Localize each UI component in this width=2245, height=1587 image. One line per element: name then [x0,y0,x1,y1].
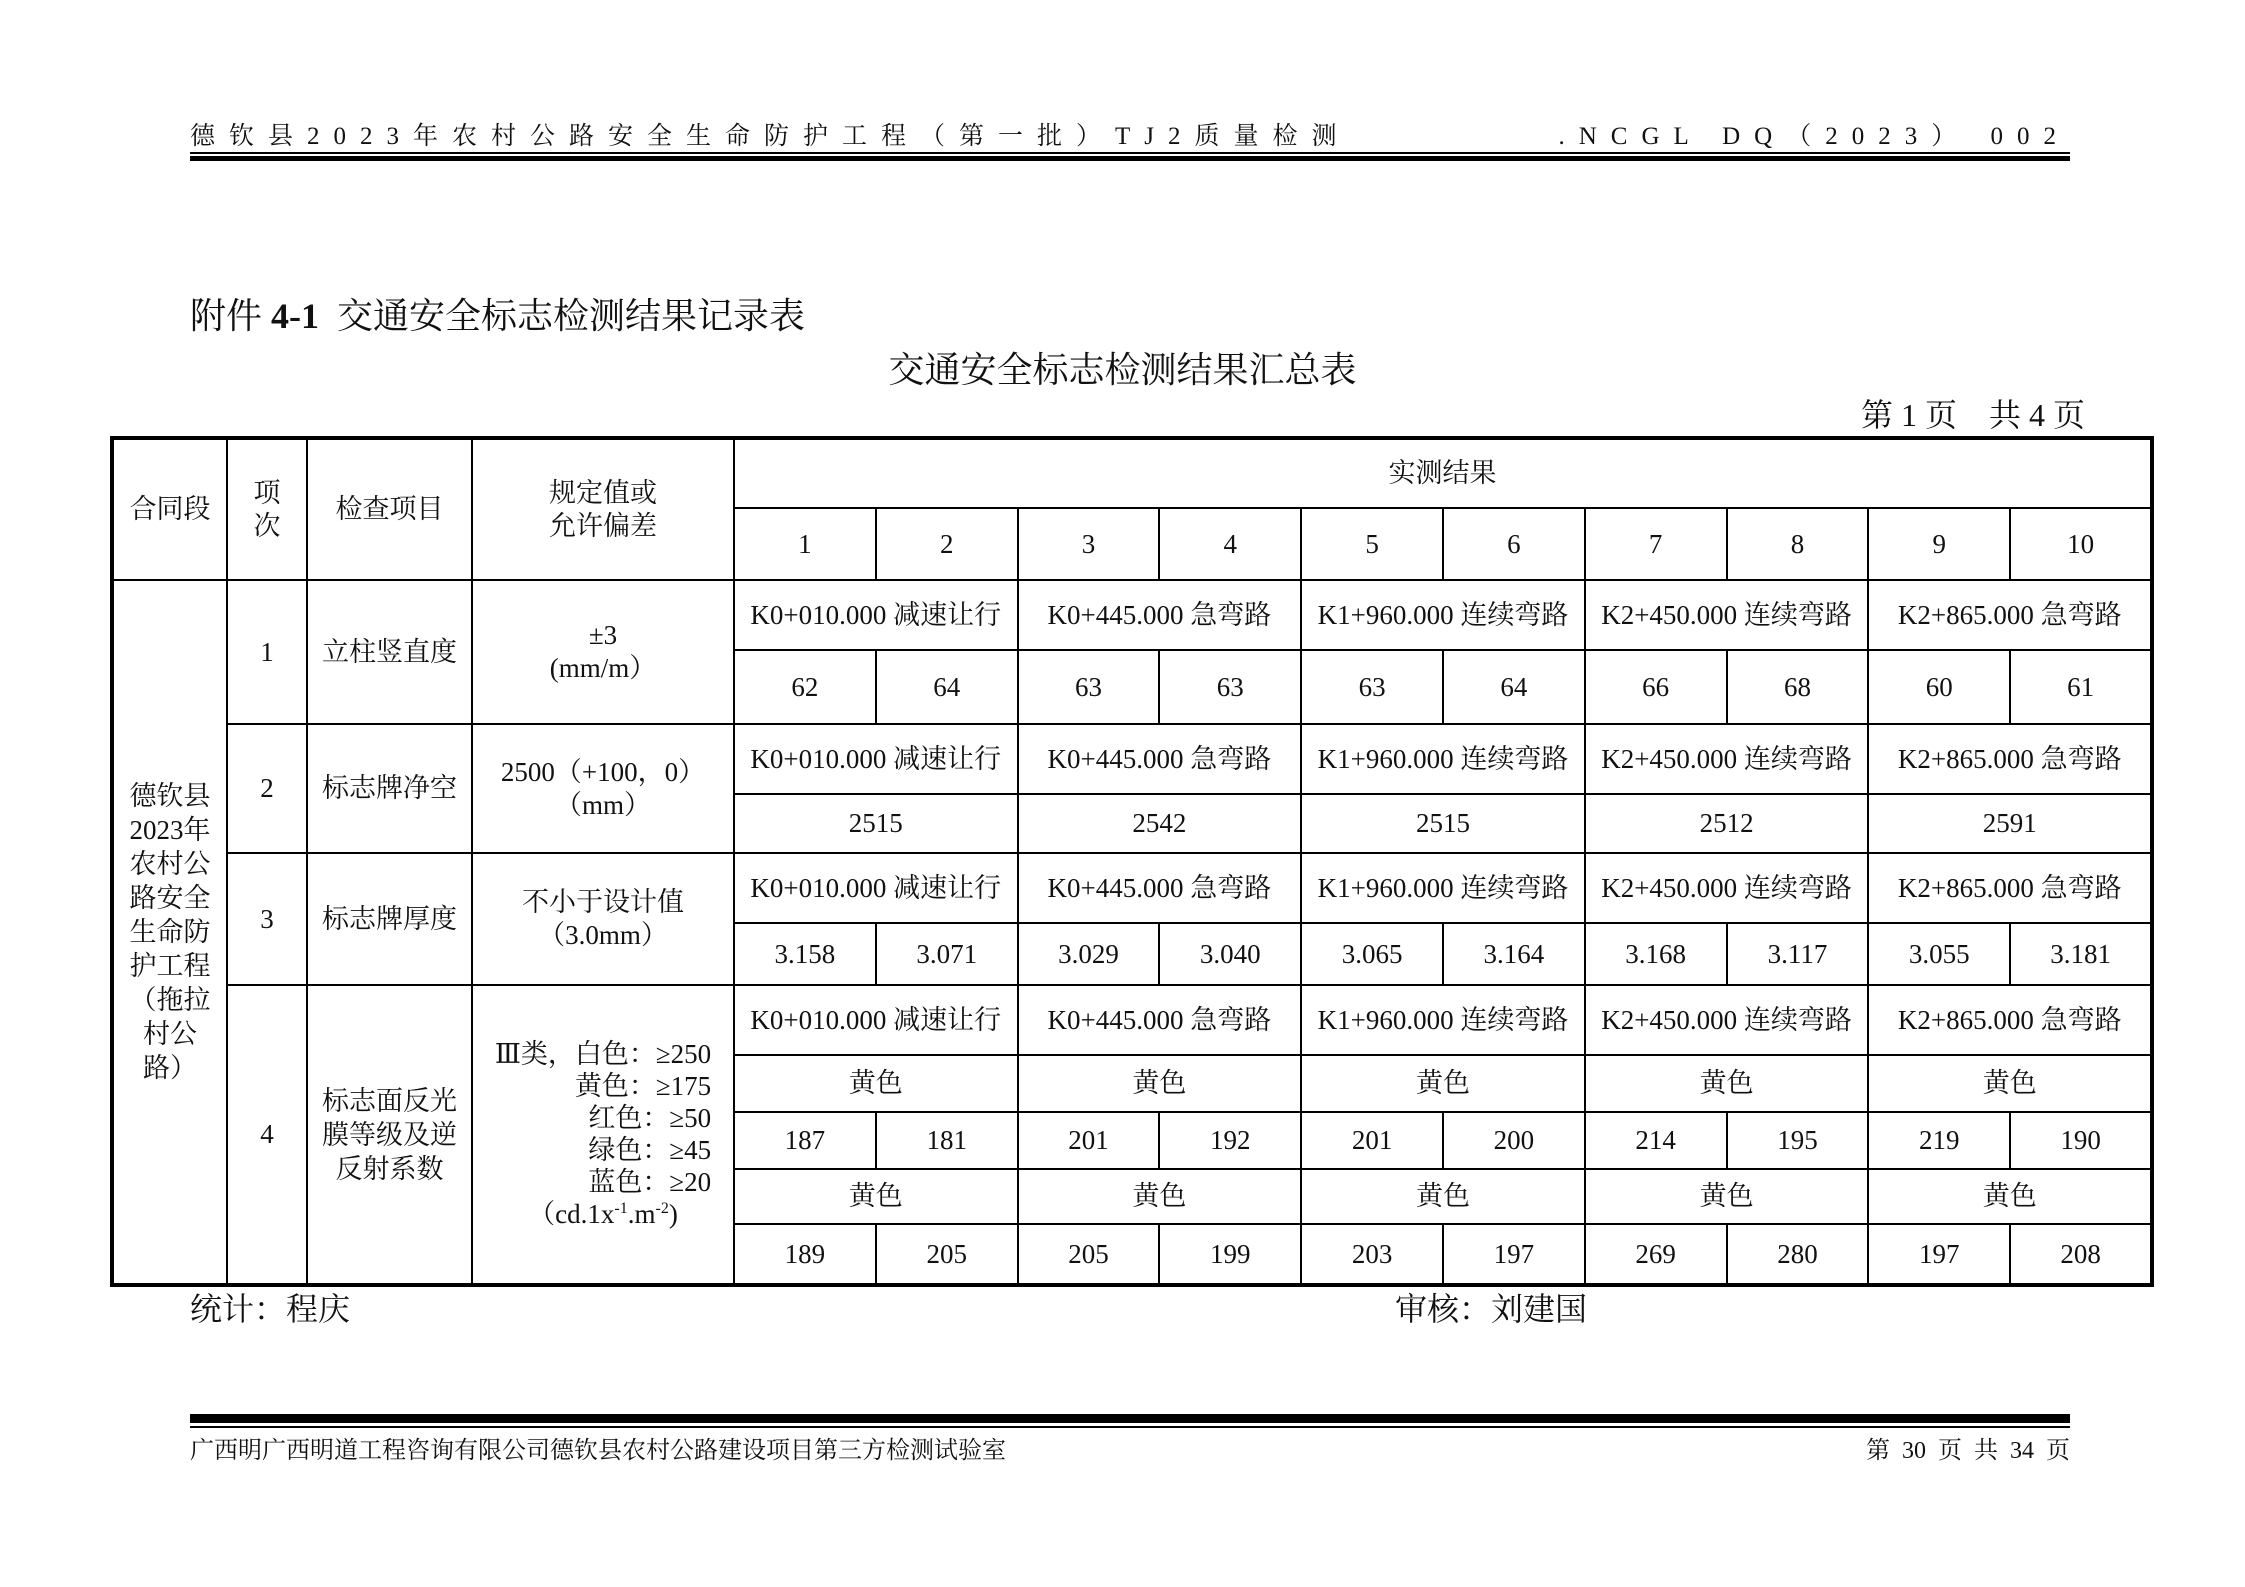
stake-label: K0+010.000 减速让行 [734,985,1018,1055]
page-header [190,116,2070,152]
measured-value: 64 [1443,650,1585,724]
measured-value: 187 [734,1112,876,1169]
item-no: 2 [227,724,307,853]
stake-label: K2+865.000 急弯路 [1868,724,2152,794]
header-results: 实测结果 [734,438,2152,508]
spec-line: 绿色：≥45 [588,1135,712,1165]
spec-value [472,985,734,1285]
stake-label: K0+445.000 急弯路 [1018,724,1302,794]
stake-label: K2+450.000 连续弯路 [1585,580,1869,650]
stake-label: K2+865.000 急弯路 [1868,580,2152,650]
header-rule-thick [190,156,2070,161]
measured-value: 208 [2010,1224,2152,1285]
measured-value: 3.071 [876,923,1018,985]
measured-value: 2591 [1868,794,2152,853]
attachment-name: 交通安全标志检测结果记录表 [337,296,806,336]
film-color: 黄色 [1301,1055,1585,1112]
item-no: 4 [227,985,307,1285]
result-col-header: 9 [1868,508,2010,580]
film-color: 黄色 [734,1055,1018,1112]
measured-value: 192 [1159,1112,1301,1169]
stake-label: K0+445.000 急弯路 [1018,985,1302,1055]
measured-value: 3.164 [1443,923,1585,985]
header-item-no: 项 次 [227,438,307,580]
measured-value: 63 [1018,650,1160,724]
measured-value: 3.181 [2010,923,2152,985]
spec-line: 蓝色：≥20 [588,1167,712,1197]
check-item-name: 标志牌净空 [307,724,472,853]
measured-value: 2542 [1018,794,1302,853]
film-color: 黄色 [1585,1055,1869,1112]
spec-value: ±3 (mm/m） [472,580,734,724]
check-item-name: 标志牌厚度 [307,853,472,985]
statistician-signature: 统计：程庆 [190,1290,351,1328]
stake-label: K2+865.000 急弯路 [1868,853,2152,923]
footer-rule-thin [190,1426,2070,1428]
check-item-name: 标志面反光膜等级及逆反射系数 [307,985,472,1285]
measured-value: 2512 [1585,794,1869,853]
measured-value: 63 [1301,650,1443,724]
stake-label: K0+445.000 急弯路 [1018,853,1302,923]
item-no: 3 [227,853,307,985]
stake-label: K2+450.000 连续弯路 [1585,853,1869,923]
measured-value: 201 [1018,1112,1160,1169]
header-check-item: 检查项目 [307,438,472,580]
result-col-header: 10 [2010,508,2152,580]
stake-label: K1+960.000 连续弯路 [1301,985,1585,1055]
item-4-stake-row [112,985,2152,1055]
film-color: 黄色 [1868,1055,2152,1112]
film-color: 黄色 [1018,1169,1302,1224]
measured-value: 66 [1585,650,1727,724]
result-col-header: 2 [876,508,1018,580]
film-color: 黄色 [1301,1169,1585,1224]
measured-value: 61 [2010,650,2152,724]
reviewer-signature: 审核：刘建国 [1395,1290,1588,1328]
header-row-1 [112,438,2152,508]
stake-label: K1+960.000 连续弯路 [1301,724,1585,794]
header-report-number: .NCGL DQ（2023） 002 [1558,123,2070,150]
item-no: 1 [227,580,307,724]
measured-value: 199 [1159,1224,1301,1285]
measured-value: 3.055 [1868,923,2010,985]
result-col-header: 3 [1018,508,1160,580]
result-col-header: 6 [1443,508,1585,580]
measured-value: 197 [1868,1224,2010,1285]
spec-value: 不小于设计值 （3.0mm） [472,853,734,985]
stake-label: K2+450.000 连续弯路 [1585,985,1869,1055]
measured-value: 181 [876,1112,1018,1169]
measured-value: 3.117 [1727,923,1869,985]
measured-value: 68 [1727,650,1869,724]
attachment-number: 4-1 [271,296,320,336]
spec-line: 红色：≥50 [588,1103,712,1133]
attachment-label: 附件 [190,296,263,336]
result-col-header: 5 [1301,508,1443,580]
spec-unit: $(cd.1x^{-1}.m^{-2})$ [528,1199,678,1229]
measured-value: 2515 [734,794,1018,853]
measured-value: 3.029 [1018,923,1160,985]
measured-value: 205 [1018,1224,1160,1285]
measured-value: 203 [1301,1224,1443,1285]
measured-value: 189 [734,1224,876,1285]
measured-value: 3.065 [1301,923,1443,985]
item-1-stake-row [112,580,2152,650]
measured-value: 201 [1301,1112,1443,1169]
stake-label: K2+450.000 连续弯路 [1585,724,1869,794]
result-col-header: 8 [1727,508,1869,580]
measured-value: 219 [1868,1112,2010,1169]
item-3-stake-row [112,853,2152,923]
measured-value: 190 [2010,1112,2152,1169]
spec-retroreflection-list [495,1038,711,1230]
stake-label: K0+010.000 减速让行 [734,724,1018,794]
check-item-name: 立柱竖直度 [307,580,472,724]
measured-value: 3.168 [1585,923,1727,985]
measured-value: 2515 [1301,794,1585,853]
measured-value: 197 [1443,1224,1585,1285]
header-rule-thin [190,152,2070,154]
film-color: 黄色 [1868,1169,2152,1224]
stake-label: K0+445.000 急弯路 [1018,580,1302,650]
measured-value: 200 [1443,1112,1585,1169]
measured-value: 3.158 [734,923,876,985]
measured-value: 60 [1868,650,2010,724]
measured-value: 205 [876,1224,1018,1285]
spec-line: 黄色：≥175 [574,1071,712,1101]
measured-value: 280 [1727,1224,1869,1285]
measured-value: 269 [1585,1224,1727,1285]
stake-label: K0+010.000 减速让行 [734,580,1018,650]
result-col-header: 4 [1159,508,1301,580]
spec-line: Ⅲ类，白色：≥250 [494,1039,712,1069]
header-project-title: 德钦县2023年农村公路安全生命防护工程（第一批）TJ2质量检测 [190,123,1351,150]
spec-value: 2500（+100，0） （mm） [472,724,734,853]
footer-rule-thick [190,1414,2070,1423]
results-table [110,436,2154,1287]
stake-label: K1+960.000 连续弯路 [1301,580,1585,650]
measured-value: 214 [1585,1112,1727,1169]
measured-value: 3.040 [1159,923,1301,985]
result-col-header: 1 [734,508,876,580]
table-page-count: 第 1 页 共 4 页 [1860,397,2085,433]
measured-value: 195 [1727,1112,1869,1169]
stake-label: K0+010.000 减速让行 [734,853,1018,923]
measured-value: 64 [876,650,1018,724]
stake-label: K2+865.000 急弯路 [1868,985,2152,1055]
film-color: 黄色 [734,1169,1018,1224]
item-2-stake-row [112,724,2152,794]
table-title: 交通安全标志检测结果汇总表 [888,350,1357,390]
section-name: 德钦县2023年农村公路安全生命防护工程（拖拉村公路） [112,580,227,1285]
header-section: 合同段 [112,438,227,580]
measured-value: 62 [734,650,876,724]
result-col-header: 7 [1585,508,1727,580]
header-spec: 规定值或 允许偏差 [472,438,734,580]
footer-organization: 广西明广西明道工程咨询有限公司德钦县农村公路建设项目第三方检测试验室 [190,1438,1006,1464]
attachment-title [190,288,805,339]
film-color: 黄色 [1585,1169,1869,1224]
film-color: 黄色 [1018,1055,1302,1112]
measured-value: 63 [1159,650,1301,724]
footer-page-number: 第 30 页 共 34 页 [1866,1438,2070,1464]
stake-label: K1+960.000 连续弯路 [1301,853,1585,923]
